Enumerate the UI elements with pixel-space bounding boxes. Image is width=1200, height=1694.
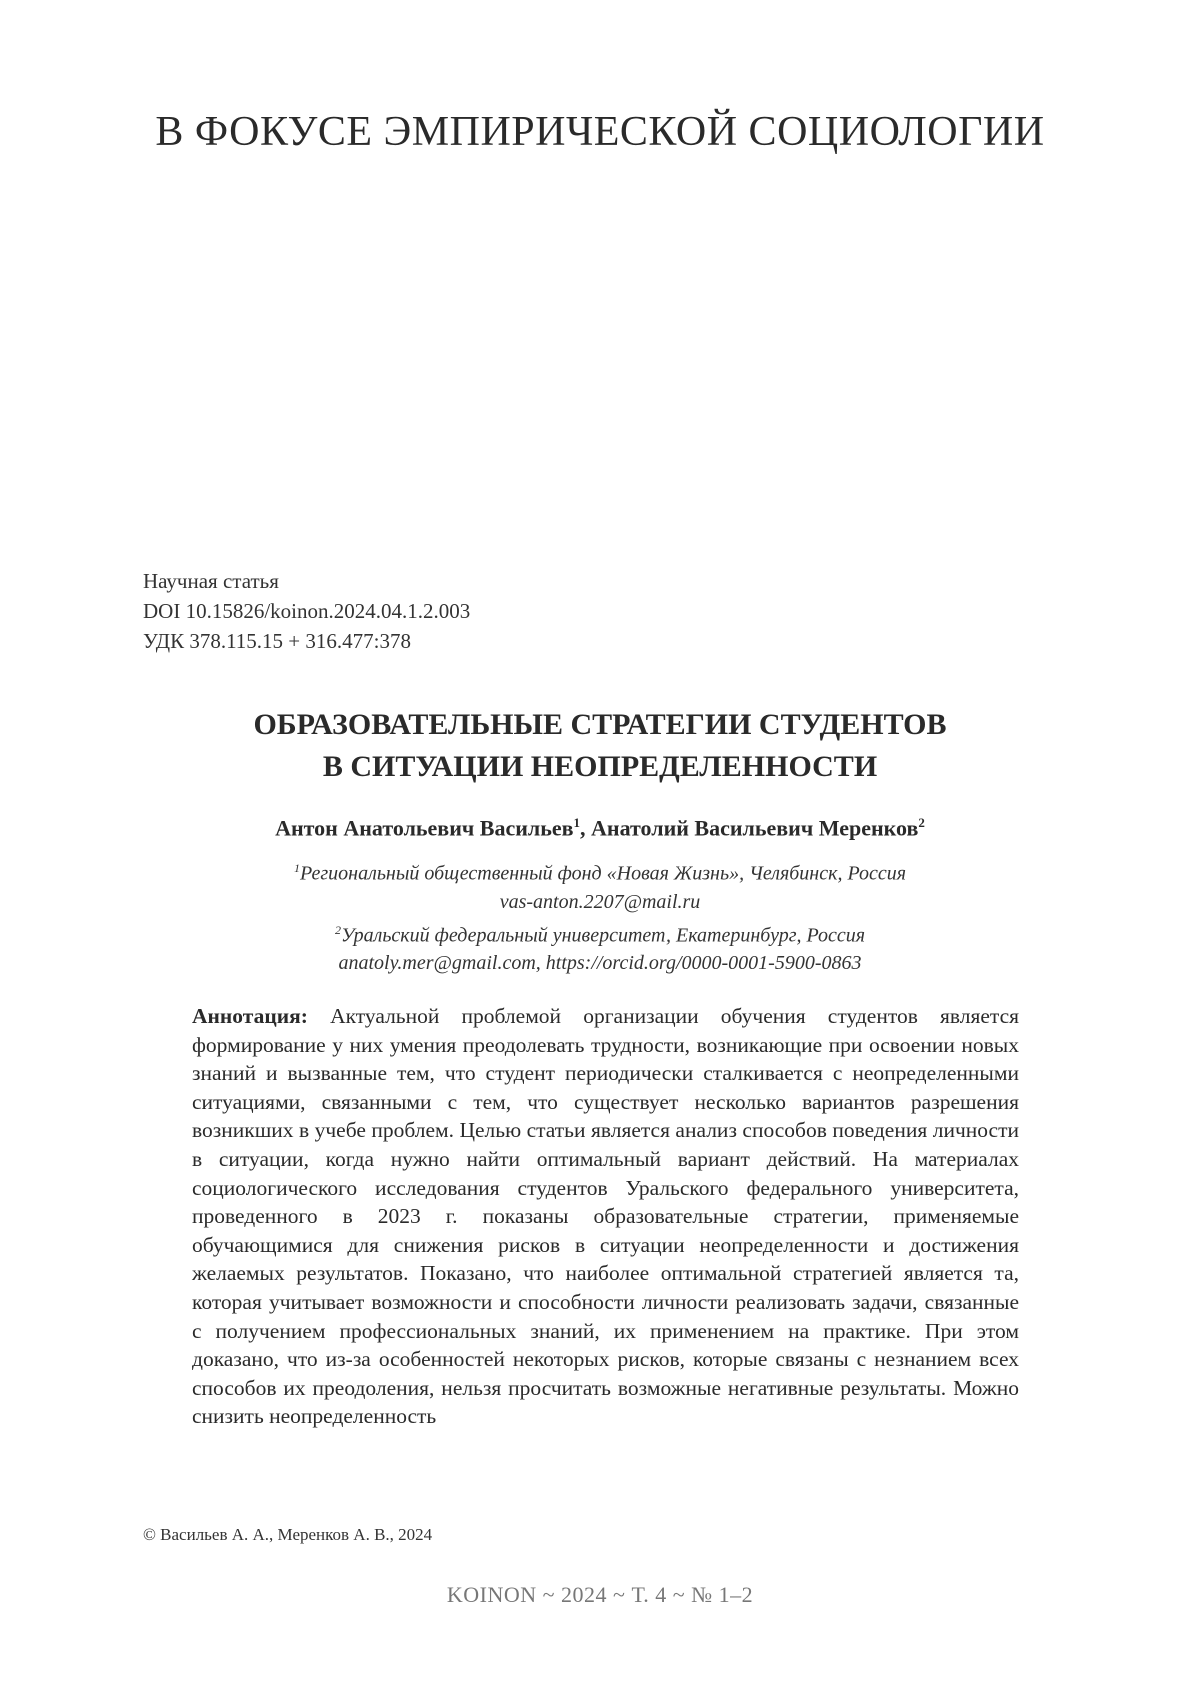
- affiliation-2: [0, 916, 1200, 950]
- author-1: Антон Анатольевич Васильев: [275, 815, 573, 840]
- section-heading: В ФОКУСЕ ЭМПИРИЧЕСКОЙ СОЦИОЛОГИИ: [0, 108, 1200, 156]
- udk: УДК 378.115.15 + 316.477:378: [143, 626, 470, 656]
- affiliation-1-text: Региональный общественный фонд «Новая Жизнь», Челябинск, Россия: [300, 863, 906, 885]
- author-1-mark: 1: [574, 815, 581, 830]
- abstract-text: Актуальной проблемой организации обучения студентов является формирование у них умения преодолевать трудности, возникающие при освоении новых знаний и вызванные тем, что студент периодически сталкивается с неопределенными ситуациями, связанными с тем, что существует несколько вариантов разрешения возникших в учебе проблем. Целью статьи является анализ способов поведения личности в ситуации, когда нужно найти оптимальный вариант действий. На материалах социологического исследования студентов Уральского федерального университета, проведенного в 2023 г. показаны образовательные стратегии, применяемые обучающимися для снижения рисков в ситуации неопределенности и достижения желаемых результатов. Показано, что наиболее оптимальной стратегией является та, которая учитывает возможности и способности личности реализовать задачи, связанные с получением профессиональных знаний, их применением на практике. При этом доказано, что из-за особенностей некоторых рисков, которые связаны с незнанием всех способов их преодоления, нельзя просчитать возможные негативные результаты. Можно снизить неопределенность: [192, 1004, 1019, 1428]
- doi: DOI 10.15826/koinon.2024.04.1.2.003: [143, 596, 470, 626]
- affiliation-1-mark: 1: [294, 861, 300, 875]
- affiliation-1: [0, 854, 1200, 888]
- article-title: [0, 704, 1200, 788]
- affiliation-2-text: Уральский федеральный университет, Екатеринбург, Россия: [341, 924, 865, 946]
- email-1: vas-anton.2207@mail.ru: [0, 888, 1200, 916]
- affiliations: [0, 854, 1200, 977]
- journal-footer: KOINON ~ 2024 ~ Т. 4 ~ № 1–2: [0, 1582, 1200, 1608]
- authors: [0, 815, 1200, 841]
- author-separator: ,: [580, 815, 591, 840]
- title-line-1: ОБРАЗОВАТЕЛЬНЫЕ СТРАТЕГИИ СТУДЕНТОВ: [0, 704, 1200, 746]
- copyright: © Васильев А. А., Меренков А. В., 2024: [143, 1525, 432, 1545]
- title-line-2: В СИТУАЦИИ НЕОПРЕДЕЛЕННОСТИ: [0, 746, 1200, 788]
- author-2: Анатолий Васильевич Меренков: [591, 815, 918, 840]
- article-type: Научная статья: [143, 566, 470, 596]
- abstract-label: Аннотация:: [192, 1004, 308, 1028]
- affiliation-2-mark: 2: [335, 923, 341, 937]
- abstract: [192, 1002, 1019, 1431]
- article-meta: [143, 566, 470, 656]
- author-2-mark: 2: [918, 815, 925, 830]
- contact-2: anatoly.mer@gmail.com, https://orcid.org/0000-0001-5900-0863: [0, 949, 1200, 977]
